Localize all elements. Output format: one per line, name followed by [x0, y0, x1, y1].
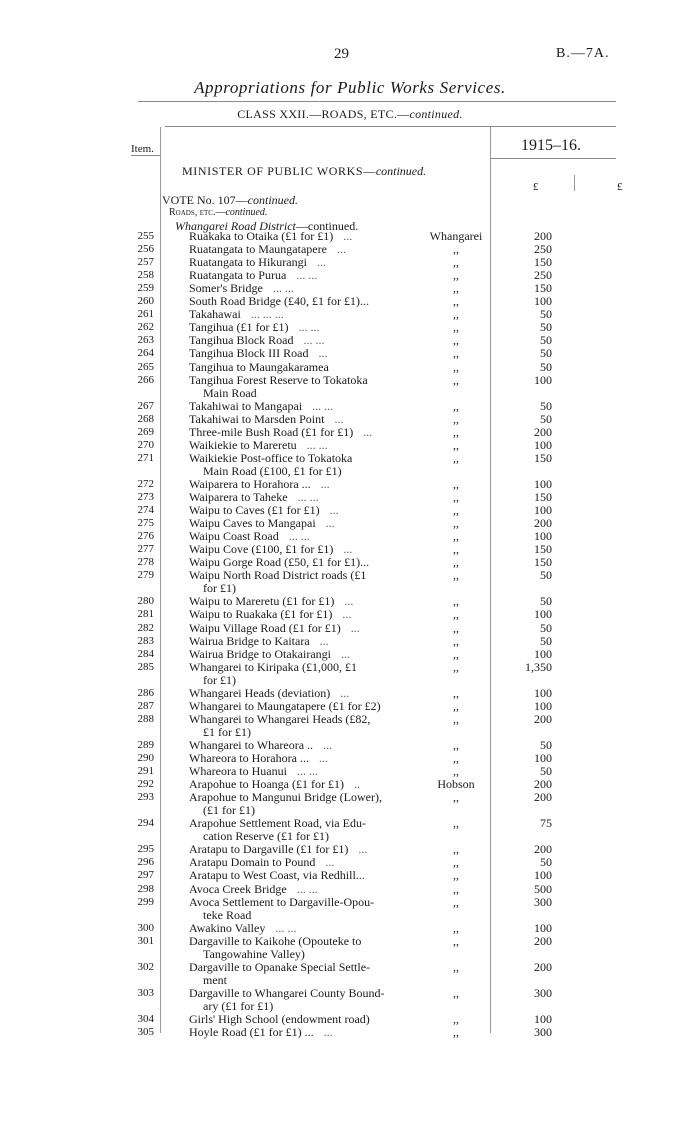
- road-description-text: Waipu North Road District roads (£1: [189, 568, 367, 582]
- roads-heading-text: Roads, etc.—: [169, 207, 226, 218]
- amount-value: 50: [540, 399, 552, 413]
- item-number: 291: [137, 765, 154, 777]
- year-column-header: 1915–16.: [521, 137, 581, 154]
- leader-dots: ...: [343, 542, 353, 556]
- road-description-text: Waipu Coast Road: [189, 529, 279, 543]
- item-number: 273: [137, 491, 154, 503]
- item-number: 284: [137, 648, 154, 660]
- item-number: 275: [137, 517, 154, 529]
- road-description-text: Dargaville to Kaikohe (Opouteke to: [189, 934, 362, 948]
- roads-heading: [169, 207, 267, 218]
- road-description-continued: for £1): [203, 673, 236, 687]
- leader-dots: ... ...: [275, 921, 297, 935]
- road-description-text: Whangarei to Whangarei Heads (£82,: [189, 712, 371, 726]
- county-name: ,,: [453, 490, 459, 504]
- road-description: [189, 1026, 411, 1039]
- leader-dots: ...: [358, 842, 368, 856]
- road-description-text: Somer's Bridge: [189, 281, 263, 295]
- amount-value: 100: [534, 868, 552, 882]
- county-name: ,,: [453, 1012, 459, 1026]
- item-number: 258: [137, 269, 154, 281]
- road-description-text: Waipu Gorge Road (£50, £1 for £1)...: [189, 555, 370, 569]
- amount-value: 100: [534, 373, 552, 387]
- leader-dots: ...: [320, 477, 330, 491]
- district-heading-continued: —continued.: [295, 219, 359, 233]
- item-column-header: Item.: [131, 143, 154, 155]
- road-description-text: Waipu to Ruakaka (£1 for £1): [189, 607, 333, 621]
- county-name: ,,: [453, 438, 459, 452]
- road-description-continued: Main Road (£100, £1 for £1): [203, 464, 342, 478]
- page-title: Appropriations for Public Works Services.: [194, 78, 506, 97]
- amount-value: 50: [540, 307, 552, 321]
- leader-dots: ...: [316, 255, 326, 269]
- road-description-text: Waikiekie to Mareretu: [189, 438, 297, 452]
- item-number: 300: [137, 922, 154, 934]
- amount-value: 1,350: [525, 660, 552, 674]
- item-number: 267: [137, 400, 154, 412]
- road-description-text: Tangihua (£1 for £1): [189, 320, 289, 334]
- road-description-text: South Road Bridge (£40, £1 for £1)...: [189, 294, 369, 308]
- amount-column-divider: [490, 127, 491, 1033]
- county-name: ,,: [453, 842, 459, 856]
- class-heading-text: CLASS XXII.—ROADS, ETC.—: [237, 107, 410, 121]
- item-number: 297: [137, 869, 154, 881]
- amount-value: 50: [540, 346, 552, 360]
- amount-value: 200: [534, 960, 552, 974]
- item-number: 279: [137, 569, 154, 581]
- vote-heading: [162, 193, 298, 208]
- road-description-continued: ary (£1 for £1): [203, 999, 274, 1013]
- amount-value: 200: [534, 934, 552, 948]
- county-name: ,,: [453, 360, 459, 374]
- county-name: ,,: [453, 934, 459, 948]
- district-heading-text: Whangarei Road District: [175, 219, 296, 233]
- road-description-text: Arapohue Settlement Road, via Edu-: [189, 816, 366, 830]
- amount-value: 200: [534, 777, 552, 791]
- county-name: ,,: [453, 346, 459, 360]
- amount-value: 150: [534, 281, 552, 295]
- road-description-continued: cation Reserve (£1 for £1): [203, 829, 329, 843]
- road-description-text: Ruatangata to Maungatapere: [189, 242, 327, 256]
- county-name: ,,: [453, 529, 459, 543]
- road-description-text: Wairua Bridge to Kaitara: [189, 634, 310, 648]
- class-rule: [165, 126, 616, 127]
- county-name: ,,: [453, 882, 459, 896]
- item-number: 294: [137, 817, 154, 829]
- county-name: ,,: [453, 699, 459, 713]
- item-number: 257: [137, 256, 154, 268]
- amount-value: 50: [540, 738, 552, 752]
- county-name: ,,: [453, 333, 459, 347]
- road-description-text: Whareora to Huanui: [189, 764, 287, 778]
- county-name: ,,: [453, 621, 459, 635]
- county-name: ,,: [453, 816, 459, 830]
- item-number: 304: [137, 1013, 154, 1025]
- item-number: 278: [137, 556, 154, 568]
- county-name: ,,: [453, 594, 459, 608]
- leader-dots: ... ...: [303, 333, 325, 347]
- item-number: 260: [137, 295, 154, 307]
- amount-value: 150: [534, 255, 552, 269]
- item-number: 265: [137, 361, 154, 373]
- road-description-text: Ruatangata to Hikurangi: [189, 255, 307, 269]
- road-description-text: Dargaville to Opanake Special Settle-: [189, 960, 371, 974]
- county-name: ,,: [453, 686, 459, 700]
- amount-value: 100: [534, 686, 552, 700]
- item-number: 270: [137, 439, 154, 451]
- leader-dots: ...: [343, 229, 353, 243]
- county-name: ,,: [453, 255, 459, 269]
- item-number: 261: [137, 308, 154, 320]
- road-description-continued: for £1): [203, 581, 236, 595]
- road-description-text: Girls' High School (endowment road): [189, 1012, 370, 1026]
- item-number: 269: [137, 426, 154, 438]
- road-description-text: Ruakaka to Otaika (£1 for £1): [189, 229, 334, 243]
- county-name: ,,: [453, 712, 459, 726]
- road-description-text: Takahiwai to Mangapai: [189, 399, 303, 413]
- leader-dots: ...: [342, 607, 352, 621]
- county-name: ,,: [453, 373, 459, 387]
- county-name: ,,: [453, 568, 459, 582]
- amount-value: 100: [534, 607, 552, 621]
- road-description-continued: £1 for £1): [203, 725, 251, 739]
- item-number: 285: [137, 661, 154, 673]
- leader-dots: ...: [323, 1025, 333, 1039]
- road-description-text: Aratapu Domain to Pound: [189, 855, 316, 869]
- road-description-text: Whangarei Heads (deviation): [189, 686, 331, 700]
- county-name: ,,: [453, 738, 459, 752]
- item-number: 276: [137, 530, 154, 542]
- pound-column-divider: [574, 175, 575, 191]
- leader-dots: ...: [325, 516, 335, 530]
- road-description-text: Arapohue to Mangunui Bridge (Lower),: [189, 790, 382, 804]
- amount-value: 100: [534, 294, 552, 308]
- leader-dots: ...: [334, 412, 344, 426]
- amount-value: 50: [540, 360, 552, 374]
- road-description-text: Waipu Caves to Mangapai: [189, 516, 316, 530]
- road-description: [189, 347, 411, 360]
- road-description-text: Waikiekie Post-office to Tokatoka: [189, 451, 353, 465]
- county-name: Whangarei: [429, 229, 483, 243]
- item-number: 298: [137, 883, 154, 895]
- item-number: 255: [137, 230, 154, 242]
- amount-value: 200: [534, 842, 552, 856]
- county-name: ,,: [453, 634, 459, 648]
- item-column-divider: [160, 127, 161, 1033]
- leader-dots: ...: [350, 621, 360, 635]
- leader-dots: ... ...: [272, 281, 294, 295]
- leader-dots: ... ... ...: [250, 307, 284, 321]
- county-name: ,,: [453, 425, 459, 439]
- item-number: 280: [137, 595, 154, 607]
- amount-value: 100: [534, 1012, 552, 1026]
- county-name: ,,: [453, 895, 459, 909]
- amount-value: 200: [534, 425, 552, 439]
- amount-value: 300: [534, 986, 552, 1000]
- road-description-continued: Main Road: [203, 386, 257, 400]
- amount-value: 50: [540, 568, 552, 582]
- county-name: ,,: [453, 986, 459, 1000]
- road-description-text: Avoca Settlement to Dargaville-Opou-: [189, 895, 375, 909]
- item-number: 264: [137, 347, 154, 359]
- leader-dots: ...: [344, 594, 354, 608]
- road-description-text: Tangihua Block III Road: [189, 346, 309, 360]
- road-description-text: Aratapu to Dargaville (£1 for £1): [189, 842, 349, 856]
- county-name: ,,: [453, 660, 459, 674]
- county-name: ,,: [453, 451, 459, 465]
- road-description-text: Tangihua Block Road: [189, 333, 294, 347]
- amount-value: 200: [534, 790, 552, 804]
- county-name: ,,: [453, 647, 459, 661]
- amount-value: 50: [540, 621, 552, 635]
- leader-dots: ...: [363, 425, 373, 439]
- amount-value: 50: [540, 594, 552, 608]
- amount-value: 200: [534, 516, 552, 530]
- item-number: 272: [137, 478, 154, 490]
- county-name: ,,: [453, 516, 459, 530]
- road-description-text: Three-mile Bush Road (£1 for £1): [189, 425, 354, 439]
- item-number: 262: [137, 321, 154, 333]
- road-description-text: Arapohue to Hoanga (£1 for £1): [189, 777, 344, 791]
- amount-value: 75: [540, 816, 552, 830]
- amount-value: 150: [534, 542, 552, 556]
- amount-value: 50: [540, 764, 552, 778]
- item-number: 287: [137, 700, 154, 712]
- item-number: 290: [137, 752, 154, 764]
- item-header-rule: [131, 155, 160, 156]
- road-description-text: Ruatangata to Purua: [189, 268, 287, 282]
- item-number: 292: [137, 778, 154, 790]
- document-reference: B.—7A.: [556, 46, 610, 61]
- item-number: 266: [137, 374, 154, 386]
- item-number: 302: [137, 961, 154, 973]
- leader-dots: ... ...: [296, 764, 318, 778]
- county-name: Hobson: [437, 777, 475, 791]
- leader-dots: ... ...: [312, 399, 334, 413]
- item-number: 256: [137, 243, 154, 255]
- road-description-continued: ment: [203, 973, 227, 987]
- item-number: 293: [137, 791, 154, 803]
- leader-dots: ...: [340, 686, 350, 700]
- amount-value: 150: [534, 451, 552, 465]
- amount-value: 50: [540, 855, 552, 869]
- county-name: ,,: [453, 503, 459, 517]
- amount-value: 300: [534, 1025, 552, 1039]
- road-description-continued: (£1 for £1): [203, 803, 255, 817]
- road-description-continued: Tangowahine Valley): [203, 947, 305, 961]
- road-description-text: Takahiwai to Marsden Point: [189, 412, 325, 426]
- item-number: 263: [137, 334, 154, 346]
- road-description-text: Whangarei to Whareora ..: [189, 738, 314, 752]
- county-name: ,,: [453, 921, 459, 935]
- road-description: [189, 608, 411, 621]
- road-description-text: Whareora to Horahora ...: [189, 751, 309, 765]
- county-name: ,,: [453, 751, 459, 765]
- minister-heading-continued: continued.: [375, 164, 427, 178]
- pound-symbol-right: £: [617, 181, 623, 193]
- page-number: 29: [334, 46, 349, 62]
- leader-dots: ... ...: [288, 529, 310, 543]
- leader-dots: ...: [329, 503, 339, 517]
- roads-heading-continued: continued.: [225, 207, 268, 218]
- amount-value: 50: [540, 412, 552, 426]
- leader-dots: ... ...: [297, 490, 319, 504]
- amount-value: 150: [534, 555, 552, 569]
- road-description-text: Takahawai: [189, 307, 241, 321]
- road-description-text: Tangihua Forest Reserve to Tokatoka: [189, 373, 368, 387]
- amount-value: 100: [534, 438, 552, 452]
- item-number: 296: [137, 856, 154, 868]
- road-description-text: Aratapu to West Coast, via Redhill...: [189, 868, 365, 882]
- county-name: ,,: [453, 307, 459, 321]
- leader-dots: ...: [319, 634, 329, 648]
- item-number: 299: [137, 896, 154, 908]
- leader-dots: ...: [340, 647, 350, 661]
- road-description-text: Waipu to Mareretu (£1 for £1): [189, 594, 335, 608]
- amount-value: 100: [534, 647, 552, 661]
- county-name: ,,: [453, 320, 459, 334]
- item-number: 295: [137, 843, 154, 855]
- class-heading: [0, 107, 700, 122]
- class-heading-continued: continued.: [409, 107, 463, 121]
- amount-value: 250: [534, 242, 552, 256]
- item-number: 281: [137, 608, 154, 620]
- road-description-text: Waipu to Caves (£1 for £1): [189, 503, 320, 517]
- amount-value: 50: [540, 634, 552, 648]
- item-number: 274: [137, 504, 154, 516]
- amount-value: 250: [534, 268, 552, 282]
- county-name: ,,: [453, 1025, 459, 1039]
- road-description-text: Waipu Village Road (£1 for £1): [189, 621, 341, 635]
- amount-value: 50: [540, 333, 552, 347]
- county-name: ,,: [453, 399, 459, 413]
- leader-dots: ... ...: [298, 320, 320, 334]
- year-header-rule: [490, 158, 616, 159]
- county-name: ,,: [453, 268, 459, 282]
- road-description-text: Avoca Creek Bridge: [189, 882, 287, 896]
- item-number: 286: [137, 687, 154, 699]
- county-name: ,,: [453, 242, 459, 256]
- amount-value: 50: [540, 320, 552, 334]
- road-description-text: Dargaville to Whangarei County Bound-: [189, 986, 385, 1000]
- county-name: ,,: [453, 764, 459, 778]
- county-name: ,,: [453, 555, 459, 569]
- amount-value: 100: [534, 477, 552, 491]
- item-number: 283: [137, 635, 154, 647]
- pound-symbol-left: £: [533, 181, 539, 193]
- leader-dots: ... ...: [306, 438, 328, 452]
- amount-value: 300: [534, 895, 552, 909]
- road-description-text: Whangarei to Maungatapere (£1 for £2): [189, 699, 381, 713]
- county-name: ,,: [453, 855, 459, 869]
- county-name: ,,: [453, 412, 459, 426]
- vote-heading-text: VOTE No. 107—: [162, 193, 248, 207]
- amount-value: 100: [534, 529, 552, 543]
- county-name: ,,: [453, 542, 459, 556]
- leader-dots: ... ...: [296, 268, 318, 282]
- road-description-continued: teke Road: [203, 908, 252, 922]
- amount-value: 100: [534, 751, 552, 765]
- leader-dots: ...: [318, 751, 328, 765]
- county-name: ,,: [453, 477, 459, 491]
- item-number: 259: [137, 282, 154, 294]
- item-number: 288: [137, 713, 154, 725]
- leader-dots: ...: [323, 738, 333, 752]
- item-number: 305: [137, 1026, 154, 1038]
- road-description-text: Hoyle Road (£1 for £1) ...: [189, 1025, 314, 1039]
- county-name: ,,: [453, 960, 459, 974]
- minister-heading-text: MINISTER OF PUBLIC WORKS—: [182, 164, 376, 178]
- road-description: [189, 869, 411, 882]
- leader-dots: ..: [353, 777, 360, 791]
- leader-dots: ... ...: [296, 882, 318, 896]
- county-name: ,,: [453, 281, 459, 295]
- amount-value: 100: [534, 699, 552, 713]
- item-number: 289: [137, 739, 154, 751]
- county-name: ,,: [453, 607, 459, 621]
- item-number: 277: [137, 543, 154, 555]
- title-rule: [138, 101, 616, 102]
- county-name: ,,: [453, 294, 459, 308]
- road-description-text: Waiparera to Taheke: [189, 490, 288, 504]
- vote-heading-continued: continued.: [247, 193, 298, 207]
- road-description-text: Awakino Valley: [189, 921, 266, 935]
- minister-heading: [182, 164, 426, 179]
- item-number: 268: [137, 413, 154, 425]
- item-number: 271: [137, 452, 154, 464]
- county-name: ,,: [453, 868, 459, 882]
- road-description-text: Waipu Cove (£100, £1 for £1): [189, 542, 334, 556]
- amount-value: 100: [534, 921, 552, 935]
- item-number: 303: [137, 987, 154, 999]
- amount-value: 200: [534, 229, 552, 243]
- amount-value: 200: [534, 712, 552, 726]
- leader-dots: ...: [325, 855, 335, 869]
- road-description-text: Whangarei to Kiripaka (£1,000, £1: [189, 660, 357, 674]
- leader-dots: ...: [318, 346, 328, 360]
- leader-dots: ...: [336, 242, 346, 256]
- amount-value: 500: [534, 882, 552, 896]
- item-number: 301: [137, 935, 154, 947]
- amount-value: 150: [534, 490, 552, 504]
- road-description-text: Waiparera to Horahora ...: [189, 477, 311, 491]
- item-number: 282: [137, 622, 154, 634]
- amount-value: 100: [534, 503, 552, 517]
- county-name: ,,: [453, 790, 459, 804]
- road-description-text: Wairua Bridge to Otakairangi: [189, 647, 331, 661]
- road-description-text: Tangihua to Maungakaramea: [189, 360, 329, 374]
